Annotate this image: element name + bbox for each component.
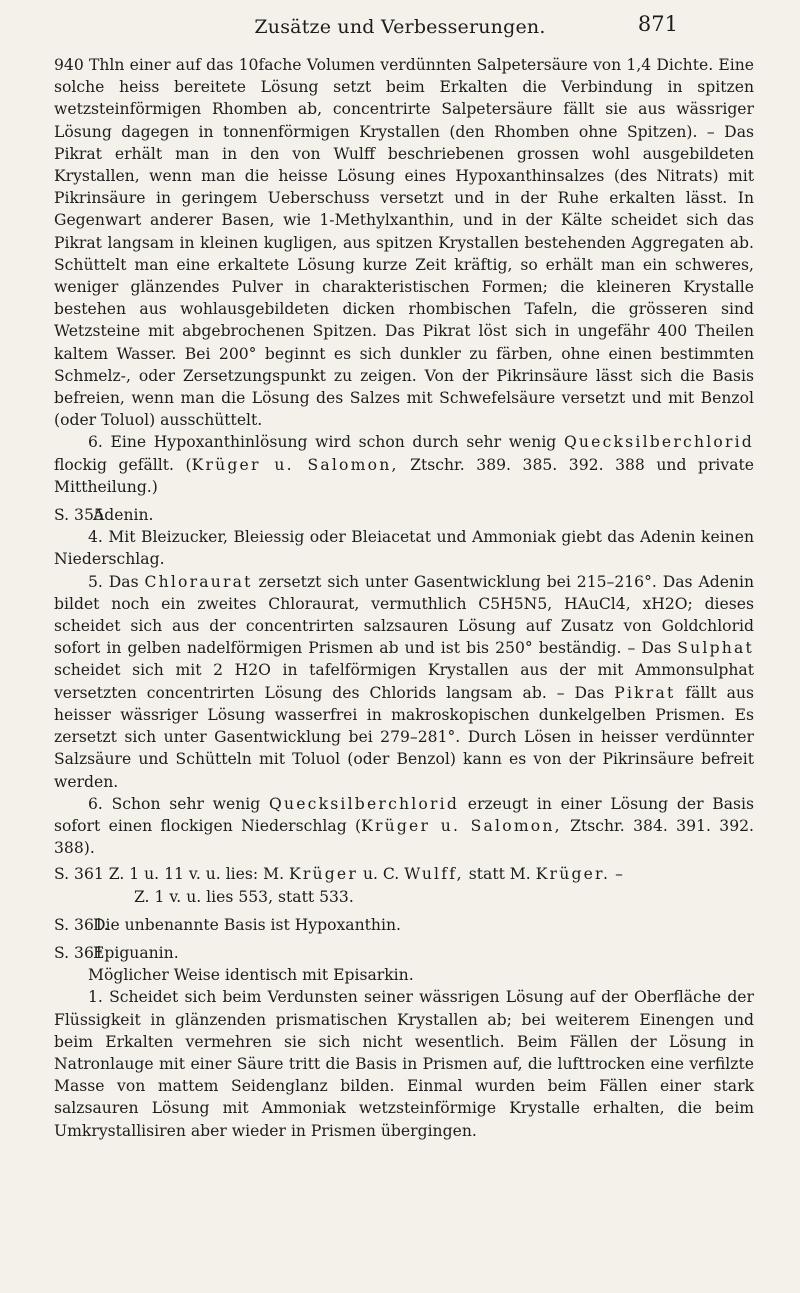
paragraph-text: flockig gefällt. ( <box>54 455 192 474</box>
correction-note-361 <box>54 863 754 907</box>
paragraph-hypoxanthin-continuation: 940 Thln einer auf das 10fache Volumen verdünnten Salpetersäure von 1,4 Dichte. Eine solche heiss bereitete Lösung setzt beim Erkalten die Verbindung in spitzen wetzsteinförmigen Rhomben ab, concentrirte Salpetersäure fällt sie aus wässriger Lösung dagegen in tonnenförmigen Krystallen (den Rhomben ohne Spitzen). – Das Pikrat erhält man in den von Wulff beschriebenen grossen wohl ausgebildeten Krystallen, wenn man die heisse Lösung eines Hypoxanthinsalzes (des Nitrats) mit Pikrinsäure in geringem Ueberschuss versetzt und in der Ruhe erkalten lässt. In Gegenwart anderer Basen, wie 1-Methylxanthin, und in der Kälte scheidet sich das Pikrat langsam in kleinen kugligen, aus spitzen Krystallen bestehenden Aggregaten ab. Schüttelt man eine erkaltete Lösung kurze Zeit kräftig, so erhält man ein schweres, weniger glänzendes Pulver in charakteristischen Formen; die kleineren Krystalle bestehen aus wohlausgebildeten dicken rhombischen Tafeln, die grösseren sind Wetzsteine mit abgebrochenen Spitzen. Das Pikrat löst sich in ungefähr 400 Theilen kaltem Wasser. Bei 200° beginnt es sich dunkler zu färben, ohne einen bestimmten Schmelz-, oder Zersetzungspunkt zu zeigen. Von der Pikrinsäure lässt sich die Basis befreien, wenn man die Lösung des Salzes mit Schwefelsäure versetzt und mit Benzol (oder Toluol) ausschüttelt. <box>54 56 754 430</box>
author-names: Krüger u. Salomon, <box>361 816 562 835</box>
section-marker: S. 361 <box>54 943 104 962</box>
paragraph-text: Ztschr. 389. 385. 392. 388 und private Mittheilung.) <box>54 455 755 496</box>
author-name: Wulff, <box>404 865 464 884</box>
running-header: Zusätze und Verbesserungen. <box>254 16 546 38</box>
correction-line-2: Z. 1 v. u. lies 553, statt 533. <box>134 887 354 906</box>
compound-name: Chloraurat <box>144 572 253 591</box>
reagent-name: Quecksilberchlorid <box>563 433 754 452</box>
paragraph-adenin-4: 4. Mit Bleizucker, Bleiessig oder Bleiacetat und Ammoniak giebt das Adenin keinen Niederschlag. <box>54 528 754 569</box>
paragraph-text: 6. Eine Hypoxanthinlösung wird schon durch sehr wenig <box>88 433 564 452</box>
reagent-name: Quecksilberchlorid <box>268 794 460 813</box>
author-name: Krüger. <box>535 865 611 884</box>
page-body <box>54 54 754 1142</box>
paragraph-text: erzeugt in einer Lösung der Basis sofort einen flockigen Niederschlag ( <box>54 794 754 835</box>
paragraph-text: 5. Das <box>88 572 145 591</box>
correction-line <box>54 865 623 883</box>
correction-text: – <box>610 865 623 884</box>
paragraph-text: fällt aus heisser wässriger Lösung wasserfrei in makroskopischen dunkelgelben Prismen. Es zersetzt sich unter Gasentwicklung bei 279–281°. Durch Lösen in heisser verdünnter Salzsäure und Schütteln mit Toluol (oder Benzol) kann es von der Pikrinsäure befreit werden. <box>54 683 754 791</box>
page-number: 871 <box>637 12 678 36</box>
section-heading-epiguanin <box>54 942 754 964</box>
correction-text: statt M. <box>463 865 536 884</box>
paragraph-text: 6. Schon sehr wenig <box>88 794 269 813</box>
compound-name: Sulphat <box>677 639 754 658</box>
note-361-hypoxanthin <box>54 914 754 936</box>
author-name: Krüger <box>289 865 359 884</box>
section-marker: S. 355 <box>54 506 104 525</box>
correction-text: u. C. <box>358 865 405 884</box>
correction-text: S. 361 Z. 1 u. 11 v. u. lies: M. <box>54 865 289 884</box>
paragraph-epiguanin-intro: Möglicher Weise identisch mit Episarkin. <box>88 966 414 985</box>
section-title: Adenin. <box>92 506 154 525</box>
paragraph-text: Ztschr. 384. 391. 392. 388). <box>54 816 754 858</box>
section-marker: S. 361. <box>54 915 109 934</box>
section-heading-adenin <box>54 504 754 526</box>
paragraph-adenin-6 <box>54 793 754 860</box>
note-text: Die unbenannte Basis ist Hypoxanthin. <box>92 915 401 934</box>
author-names: Krüger u. Salomon, <box>191 455 399 474</box>
paragraph-hypoxanthin-6 <box>54 431 754 498</box>
paragraph-text: zersetzt sich unter Gasentwicklung bei 215–216°. Das Adenin bildet noch ein zweites Chloraurat, vermuthlich C5H5N5, HAuCl4, xH2O; dieses scheidet sich aus der concentrirten salzsauren Lösung auf Zusatz von Goldchlorid sofort in gelben nadelförmigen Prismen ab und ist bis 250° beständig. – Das <box>54 572 755 658</box>
section-title: Epiguanin. <box>92 943 179 962</box>
paragraph-adenin-5 <box>54 571 754 793</box>
paragraph-text: scheidet sich mit 2 H2O in tafelförmigen Krystallen aus der mit Ammonsulphat versetzten concentrirten Lösung des Chlorids langsam ab. – Das <box>54 661 754 702</box>
compound-name: Pikrat <box>614 683 676 702</box>
paragraph-epiguanin-1: 1. Scheidet sich beim Verdunsten seiner wässrigen Lösung auf der Oberfläche der Flüssigkeit in glänzenden prismatischen Krystallen ab; bei weiterem Einengen und beim Erkalten vermehren sie sich nicht wesentlich. Beim Fällen der Lösung in Natronlauge mit einer Säure tritt die Basis in Prismen auf, die lufttrocken eine verfilzte Masse von mattem Seidenglanz bilden. Einmal wurden beim Fällen einer stark salzsauren Lösung mit Ammoniak wetzsteinförmige Krystalle erhalten, die beim Umkrystallisiren aber wieder in Prismen übergingen. <box>54 988 754 1140</box>
